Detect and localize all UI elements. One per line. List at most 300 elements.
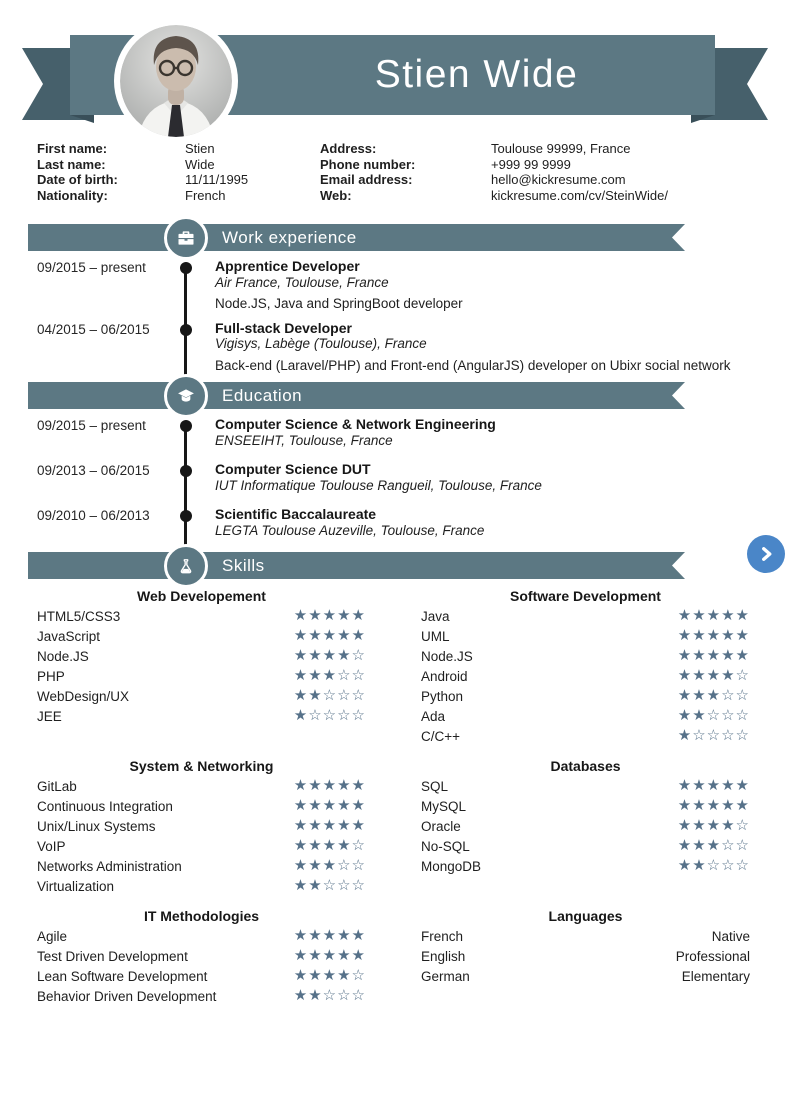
skill-label: Virtualization (37, 878, 115, 894)
star-filled-icon: ★ (308, 647, 323, 664)
personal-field-label: Date of birth: (37, 172, 118, 187)
skill-group-heading: Web Developement (137, 588, 266, 604)
star-filled-icon: ★ (351, 627, 366, 644)
star-empty-icon: ☆ (351, 837, 366, 854)
star-empty-icon: ☆ (351, 857, 366, 874)
star-empty-icon: ☆ (735, 707, 750, 724)
skill-row (421, 706, 750, 726)
star-rating (294, 986, 366, 1006)
star-filled-icon: ★ (308, 797, 323, 814)
star-filled-icon: ★ (337, 607, 352, 624)
star-filled-icon: ★ (706, 627, 722, 644)
star-filled-icon: ★ (308, 667, 323, 684)
star-empty-icon: ☆ (721, 687, 736, 704)
next-page-button[interactable] (747, 535, 785, 573)
skill-label: Android (421, 668, 468, 684)
star-empty-icon: ☆ (735, 727, 750, 744)
skill-row (421, 686, 750, 706)
star-empty-icon: ☆ (322, 707, 338, 724)
entry-description: Node.JS, Java and SpringBoot developer (215, 296, 463, 311)
star-rating (678, 706, 750, 726)
star-filled-icon: ★ (677, 797, 693, 814)
skill-group (421, 757, 750, 896)
star-filled-icon: ★ (692, 647, 707, 664)
skill-row (37, 666, 366, 686)
star-filled-icon: ★ (337, 927, 352, 944)
star-filled-icon: ★ (308, 777, 323, 794)
star-rating (294, 796, 366, 816)
skill-label: PHP (37, 668, 65, 684)
skill-label: UML (421, 628, 450, 644)
star-filled-icon: ★ (337, 817, 352, 834)
skill-group-heading: IT Methodologies (143, 908, 260, 924)
personal-field-label: First name: (37, 141, 108, 156)
skill-row (37, 986, 366, 1006)
star-empty-icon: ☆ (735, 667, 750, 684)
star-filled-icon: ★ (293, 817, 309, 834)
section-bar (28, 552, 685, 579)
star-empty-icon: ☆ (721, 857, 736, 874)
timeline-dot (180, 324, 192, 336)
skill-row (421, 836, 750, 856)
star-filled-icon: ★ (706, 797, 722, 814)
star-empty-icon: ☆ (351, 647, 366, 664)
star-rating (678, 666, 750, 686)
star-rating (678, 626, 750, 646)
entry-date: 09/2013 – 06/2015 (37, 463, 150, 478)
star-empty-icon: ☆ (735, 687, 750, 704)
skill-label: Oracle (421, 818, 461, 834)
graduation-cap-icon (164, 374, 208, 418)
entry-subtitle: Air France, Toulouse, France (215, 274, 389, 290)
skill-row (37, 606, 366, 626)
skill-group (421, 587, 750, 746)
star-filled-icon: ★ (735, 797, 750, 814)
star-empty-icon: ☆ (706, 857, 722, 874)
star-filled-icon: ★ (337, 647, 352, 664)
skill-row (37, 926, 366, 946)
star-filled-icon: ★ (692, 627, 707, 644)
star-filled-icon: ★ (322, 837, 338, 854)
star-rating (294, 646, 366, 666)
star-filled-icon: ★ (308, 927, 323, 944)
star-filled-icon: ★ (322, 817, 338, 834)
skill-label: Test Driven Development (37, 948, 188, 964)
language-level: Elementary (681, 968, 750, 984)
star-empty-icon: ☆ (351, 967, 366, 984)
personal-info (0, 141, 790, 203)
section-header-education (0, 382, 790, 409)
skill-row (421, 856, 750, 876)
star-filled-icon: ★ (351, 607, 366, 624)
section-header-work (0, 224, 790, 251)
star-filled-icon: ★ (677, 647, 693, 664)
skill-group (421, 907, 750, 1006)
star-empty-icon: ☆ (322, 987, 338, 1004)
star-rating (678, 836, 750, 856)
timeline-dot (180, 510, 192, 522)
star-filled-icon: ★ (322, 777, 338, 794)
star-filled-icon: ★ (677, 627, 693, 644)
star-filled-icon: ★ (293, 857, 309, 874)
skill-row (37, 876, 366, 896)
entry-date: 09/2015 – present (37, 418, 146, 433)
star-empty-icon: ☆ (337, 667, 352, 684)
star-rating (294, 626, 366, 646)
star-filled-icon: ★ (337, 777, 352, 794)
star-rating (678, 856, 750, 876)
skill-row (421, 726, 750, 746)
star-filled-icon: ★ (677, 667, 693, 684)
skill-label: Continuous Integration (37, 798, 173, 814)
star-filled-icon: ★ (721, 627, 736, 644)
section-bar (28, 382, 685, 409)
star-filled-icon: ★ (308, 857, 323, 874)
skill-group-heading: Software Development (510, 588, 661, 604)
star-filled-icon: ★ (322, 797, 338, 814)
skill-row (421, 646, 750, 666)
skill-label: GitLab (37, 778, 77, 794)
star-filled-icon: ★ (308, 687, 323, 704)
personal-field-value: Toulouse 99999, France (491, 141, 631, 156)
star-filled-icon: ★ (293, 967, 309, 984)
personal-field-value: Stien (185, 141, 215, 156)
star-filled-icon: ★ (308, 947, 323, 964)
skill-row (37, 626, 366, 646)
personal-field-value: hello@kickresume.com (491, 172, 626, 187)
personal-field-label: Phone number: (320, 156, 416, 172)
skill-row (421, 776, 750, 796)
entry-title: Computer Science & Network Engineering (215, 416, 496, 432)
timeline-entry (37, 417, 750, 462)
timeline-node (167, 259, 205, 321)
skill-label: Networks Administration (37, 858, 182, 874)
skill-row (37, 816, 366, 836)
personal-field-label: Nationality: (37, 187, 108, 203)
star-filled-icon: ★ (293, 687, 309, 704)
star-rating (294, 836, 366, 856)
star-empty-icon: ☆ (721, 707, 736, 724)
star-filled-icon: ★ (735, 627, 750, 644)
skill-label: French (421, 928, 464, 944)
timeline-entry (37, 462, 750, 507)
star-filled-icon: ★ (692, 797, 707, 814)
entry-content (205, 259, 750, 321)
star-filled-icon: ★ (692, 707, 707, 724)
star-empty-icon: ☆ (322, 877, 338, 894)
timeline-entry (37, 321, 750, 383)
star-filled-icon: ★ (735, 647, 750, 664)
star-rating (294, 946, 366, 966)
star-filled-icon: ★ (706, 777, 722, 794)
star-rating (294, 706, 366, 726)
star-filled-icon: ★ (337, 797, 352, 814)
star-filled-icon: ★ (293, 947, 309, 964)
skill-label: HTML5/CSS3 (37, 608, 121, 624)
timeline-dot (180, 420, 192, 432)
star-filled-icon: ★ (337, 837, 352, 854)
flask-glyph (176, 556, 196, 576)
star-filled-icon: ★ (351, 927, 366, 944)
entry-title: Scientific Baccalaureate (215, 506, 377, 522)
skill-row (37, 686, 366, 706)
briefcase-icon (164, 216, 208, 260)
star-empty-icon: ☆ (351, 687, 366, 704)
star-filled-icon: ★ (293, 927, 309, 944)
briefcase-glyph (176, 228, 196, 248)
candidate-name: Stien Wide (374, 53, 579, 96)
star-filled-icon: ★ (293, 667, 309, 684)
skill-label: Node.JS (421, 648, 473, 664)
personal-field-label: Last name: (37, 156, 106, 172)
skill-group (37, 757, 366, 896)
star-filled-icon: ★ (337, 967, 352, 984)
star-filled-icon: ★ (337, 947, 352, 964)
star-filled-icon: ★ (308, 607, 323, 624)
star-filled-icon: ★ (721, 797, 736, 814)
star-empty-icon: ☆ (735, 817, 750, 834)
skill-label: English (421, 948, 466, 964)
section-header-skills (0, 552, 790, 579)
skill-label: Behavior Driven Development (37, 988, 217, 1004)
star-filled-icon: ★ (721, 817, 736, 834)
entry-subtitle: IUT Informatique Toulouse Rangueil, Toulouse, France (215, 477, 542, 493)
star-filled-icon: ★ (677, 687, 693, 704)
personal-field-value: +999 99 9999 (491, 156, 571, 172)
personal-field-value: 11/11/1995 (185, 172, 249, 187)
skill-label: MongoDB (421, 858, 482, 874)
star-filled-icon: ★ (677, 837, 693, 854)
skill-row (421, 816, 750, 836)
star-filled-icon: ★ (735, 777, 750, 794)
star-filled-icon: ★ (706, 817, 722, 834)
star-filled-icon: ★ (721, 607, 736, 624)
skill-row (421, 606, 750, 626)
star-rating (294, 686, 366, 706)
star-rating (294, 856, 366, 876)
personal-field-label: Web: (320, 187, 352, 203)
entry-subtitle: Vigisys, Labège (Toulouse), France (215, 336, 427, 351)
star-filled-icon: ★ (308, 967, 323, 984)
star-filled-icon: ★ (293, 987, 309, 1004)
skill-label: SQL (421, 778, 449, 794)
entry-date: 04/2015 – 06/2015 (37, 321, 150, 337)
star-filled-icon: ★ (706, 837, 722, 854)
skill-row (37, 836, 366, 856)
entry-title: Full-stack Developer (215, 319, 352, 336)
star-filled-icon: ★ (692, 667, 707, 684)
star-filled-icon: ★ (692, 607, 707, 624)
skill-row (37, 946, 366, 966)
star-empty-icon: ☆ (706, 707, 722, 724)
timeline-entry (37, 507, 750, 552)
star-filled-icon: ★ (721, 777, 736, 794)
star-rating (294, 666, 366, 686)
star-empty-icon: ☆ (351, 877, 366, 894)
skill-row (421, 626, 750, 646)
timeline-node (167, 462, 205, 507)
profile-photo (114, 19, 238, 143)
star-filled-icon: ★ (293, 797, 309, 814)
skill-group-heading: System & Networking (129, 758, 274, 774)
education-entries (0, 409, 790, 552)
entry-title: Apprentice Developer (215, 258, 360, 274)
star-filled-icon: ★ (692, 687, 707, 704)
skill-row (37, 646, 366, 666)
star-filled-icon: ★ (706, 607, 722, 624)
skill-label: Python (421, 688, 464, 704)
star-filled-icon: ★ (706, 667, 722, 684)
star-filled-icon: ★ (322, 927, 338, 944)
star-rating (678, 776, 750, 796)
star-rating (678, 646, 750, 666)
star-rating (294, 876, 366, 896)
star-rating (678, 816, 750, 836)
personal-field-value: French (185, 187, 226, 203)
star-filled-icon: ★ (337, 627, 352, 644)
star-empty-icon: ☆ (322, 687, 338, 704)
timeline-dot (180, 465, 192, 477)
header-ribbon (0, 0, 790, 141)
personal-field-label: Address: (320, 141, 377, 156)
star-filled-icon: ★ (293, 607, 309, 624)
star-filled-icon: ★ (351, 817, 366, 834)
entry-description: Back-end (Laravel/PHP) and Front-end (AngularJS) developer on Ubixr social network (215, 357, 731, 373)
star-filled-icon: ★ (308, 877, 323, 894)
star-filled-icon: ★ (308, 987, 323, 1004)
star-rating (294, 966, 366, 986)
skill-group (37, 587, 366, 746)
star-rating (294, 816, 366, 836)
star-empty-icon: ☆ (308, 707, 323, 724)
star-filled-icon: ★ (692, 837, 707, 854)
entry-date: 09/2015 – present (37, 260, 146, 275)
star-empty-icon: ☆ (706, 727, 722, 744)
star-filled-icon: ★ (322, 667, 338, 684)
star-filled-icon: ★ (351, 777, 366, 794)
star-empty-icon: ☆ (337, 857, 352, 874)
star-filled-icon: ★ (293, 627, 309, 644)
skill-label: Unix/Linux Systems (37, 818, 156, 834)
star-empty-icon: ☆ (351, 707, 366, 724)
section-title-education: Education (222, 386, 303, 405)
star-empty-icon: ☆ (337, 987, 352, 1004)
star-filled-icon: ★ (322, 947, 338, 964)
star-empty-icon: ☆ (351, 987, 366, 1004)
skill-row (37, 776, 366, 796)
star-filled-icon: ★ (322, 607, 338, 624)
personal-field-label: Email address: (320, 172, 413, 187)
star-filled-icon: ★ (293, 837, 309, 854)
skill-label: Agile (37, 928, 68, 944)
skills-grid (0, 579, 790, 1006)
star-filled-icon: ★ (351, 797, 366, 814)
star-filled-icon: ★ (721, 647, 736, 664)
timeline-node (167, 321, 205, 383)
star-filled-icon: ★ (322, 857, 338, 874)
skill-row (37, 796, 366, 816)
star-empty-icon: ☆ (337, 877, 352, 894)
star-empty-icon: ☆ (721, 727, 736, 744)
star-filled-icon: ★ (351, 947, 366, 964)
skill-row (421, 796, 750, 816)
star-filled-icon: ★ (308, 627, 323, 644)
chevron-right-icon (757, 545, 775, 563)
star-filled-icon: ★ (677, 707, 693, 724)
star-rating (678, 796, 750, 816)
star-rating (678, 726, 750, 746)
graduation-cap-glyph (176, 386, 196, 406)
star-filled-icon: ★ (322, 647, 338, 664)
star-filled-icon: ★ (322, 967, 338, 984)
entry-content (205, 321, 750, 383)
skill-label: VoIP (37, 838, 66, 854)
skill-label: Java (421, 608, 450, 624)
skill-row (37, 856, 366, 876)
star-filled-icon: ★ (706, 647, 722, 664)
star-filled-icon: ★ (293, 777, 309, 794)
skill-row (37, 966, 366, 986)
skill-label: JavaScript (37, 628, 101, 644)
timeline-node (167, 417, 205, 462)
skill-row (421, 666, 750, 686)
star-filled-icon: ★ (735, 607, 750, 624)
entry-subtitle: LEGTA Toulouse Auzeville, Toulouse, France (215, 522, 485, 538)
skill-group-heading: Databases (550, 758, 621, 774)
star-rating (294, 926, 366, 946)
star-filled-icon: ★ (677, 607, 693, 624)
entry-content (205, 507, 750, 552)
personal-field-value: kickresume.com/cv/SteinWide/ (491, 187, 668, 203)
timeline-entry (37, 259, 750, 321)
entry-date: 09/2010 – 06/2013 (37, 508, 150, 523)
star-filled-icon: ★ (322, 627, 338, 644)
skill-row (421, 966, 750, 986)
star-filled-icon: ★ (677, 857, 693, 874)
skill-label: WebDesign/UX (37, 688, 130, 704)
skill-label: German (421, 968, 470, 984)
skill-label: MySQL (421, 798, 467, 814)
star-empty-icon: ☆ (337, 707, 352, 724)
entry-title: Computer Science DUT (215, 461, 371, 477)
star-filled-icon: ★ (293, 707, 309, 724)
entry-subtitle: ENSEEIHT, Toulouse, France (215, 432, 393, 448)
star-filled-icon: ★ (692, 777, 707, 794)
star-filled-icon: ★ (308, 817, 323, 834)
language-level: Professional (675, 948, 750, 964)
language-level: Native (711, 928, 750, 944)
skill-label: Node.JS (37, 648, 89, 664)
skill-label: No-SQL (421, 838, 470, 854)
skill-label: Lean Software Development (37, 968, 208, 984)
skill-row (421, 926, 750, 946)
star-filled-icon: ★ (706, 687, 722, 704)
skill-label: Ada (421, 708, 446, 724)
star-empty-icon: ☆ (351, 667, 366, 684)
star-empty-icon: ☆ (735, 837, 750, 854)
star-empty-icon: ☆ (692, 727, 707, 744)
skill-group-heading: Languages (548, 908, 623, 924)
star-rating (678, 686, 750, 706)
star-filled-icon: ★ (721, 667, 736, 684)
star-filled-icon: ★ (692, 857, 707, 874)
star-rating (294, 776, 366, 796)
star-filled-icon: ★ (677, 727, 693, 744)
star-filled-icon: ★ (692, 817, 707, 834)
skill-row (421, 946, 750, 966)
section-title-work: Work experience (222, 228, 357, 247)
entry-content (205, 462, 750, 507)
